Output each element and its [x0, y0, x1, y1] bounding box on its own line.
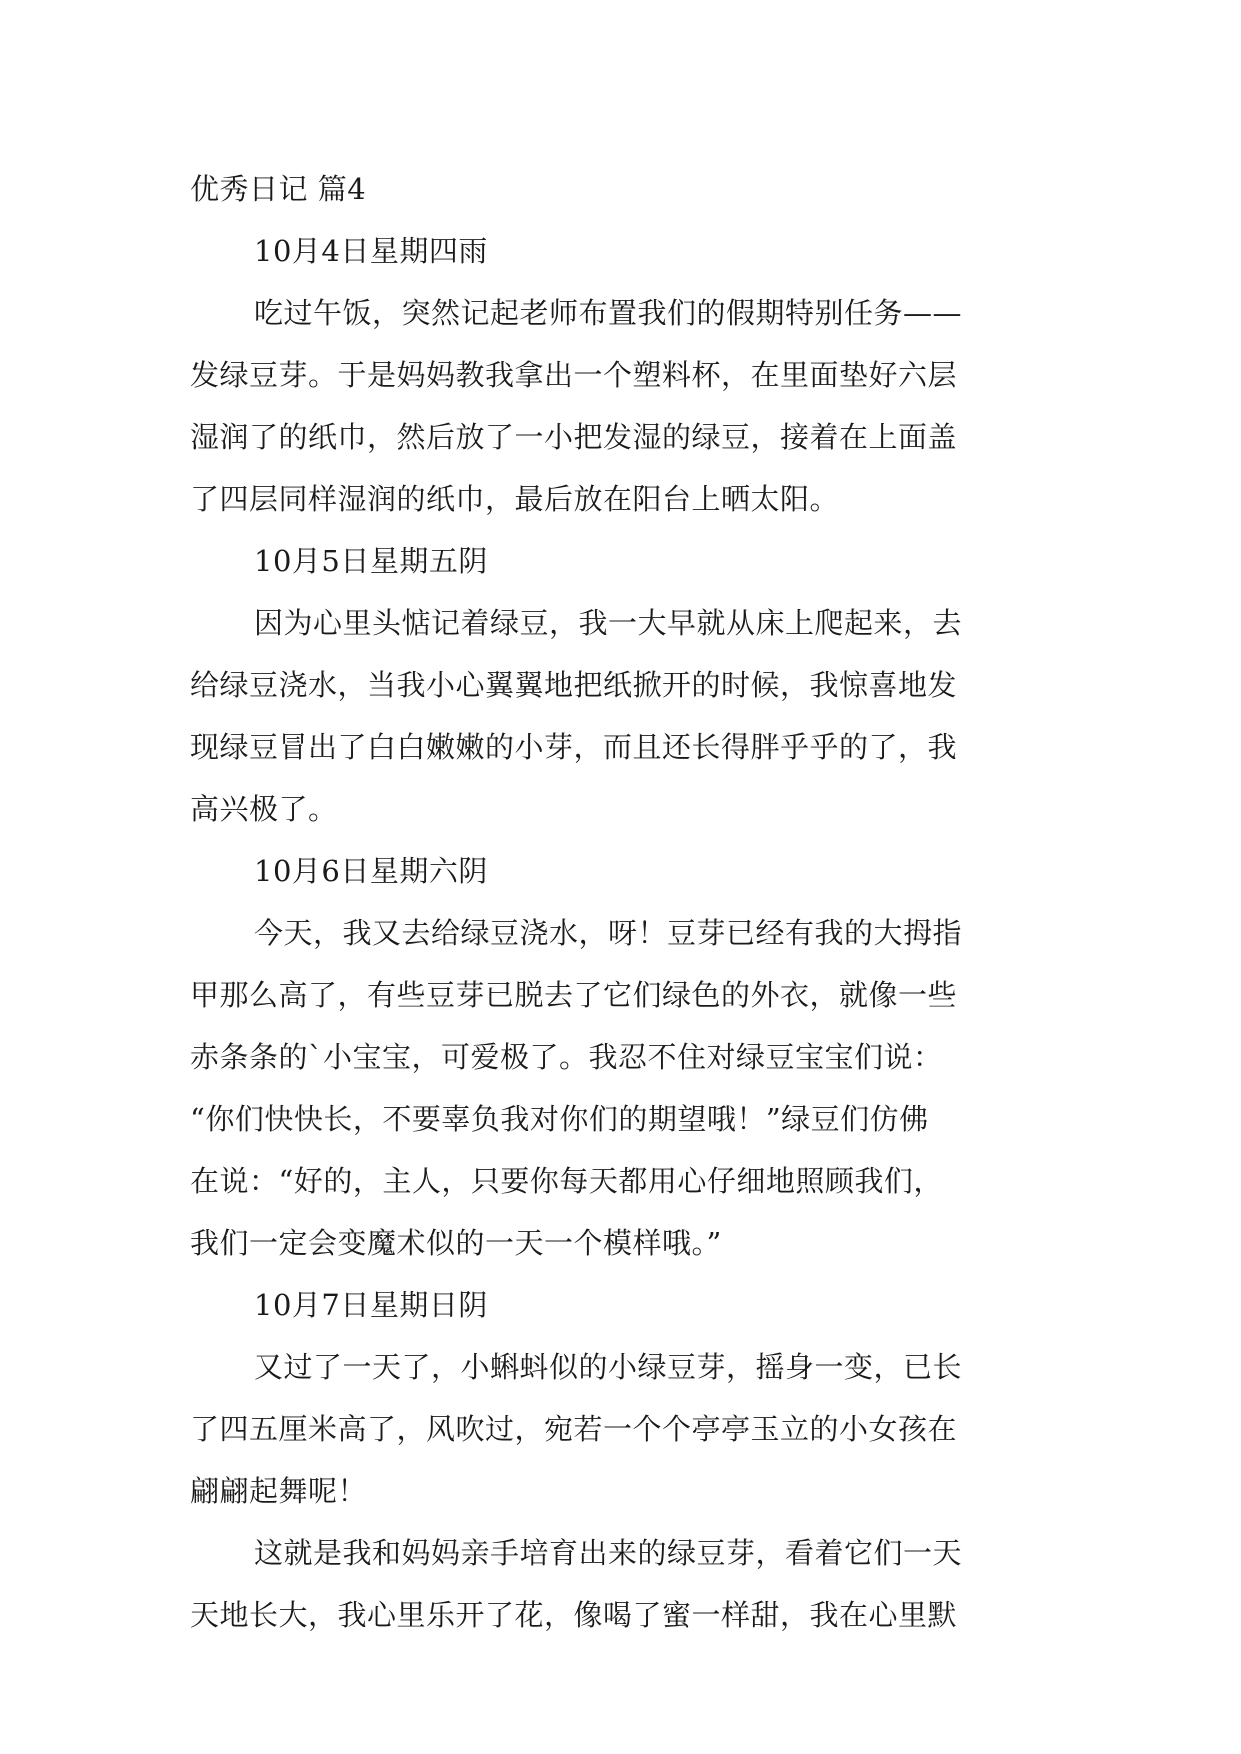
document-page [190, 158, 1052, 1646]
diary-entry [190, 530, 1052, 840]
paragraph-line: 这就是我和妈妈亲手培育出来的绿豆芽，看着它们一天 [254, 1536, 963, 1570]
paragraph-line: 赤条条的`小宝宝，可爱极了。我忍不住对绿豆宝宝们说： [190, 1040, 943, 1074]
paragraph-line: 我们一定会变魔术似的一天一个模样哦。” [190, 1226, 722, 1260]
diary-entry [190, 1274, 1052, 1522]
paragraph-line: 天地长大，我心里乐开了花，像喝了蜜一样甜，我在心里默 [190, 1598, 958, 1632]
paragraph-line: 给绿豆浇水，当我小心翼翼地把纸掀开的时候，我惊喜地发 [190, 668, 958, 702]
paragraph-line: 了四层同样湿润的纸巾，最后放在阳台上晒太阳。 [190, 482, 840, 516]
paragraph-line: 吃过午饭，突然记起老师布置我们的假期特别任务—— [254, 296, 963, 330]
entry-date: 10月6日星期六阴 [254, 854, 488, 888]
paragraph-line: 翩翩起舞呢！ [190, 1474, 368, 1508]
paragraph-line: 发绿豆芽。于是妈妈教我拿出一个塑料杯，在里面垫好六层 [190, 358, 958, 392]
paragraph-line: 甲那么高了，有些豆芽已脱去了它们绿色的外衣，就像一些 [190, 978, 958, 1012]
entry-date: 10月7日星期日阴 [254, 1288, 488, 1322]
paragraph-line: “你们快快长，不要辜负我对你们的期望哦！”绿豆们仿佛 [190, 1102, 929, 1136]
document-title: 优秀日记 篇4 [190, 172, 367, 206]
paragraph-line: 湿润了的纸巾，然后放了一小把发湿的绿豆，接着在上面盖 [190, 420, 958, 454]
entry-date: 10月4日星期四雨 [254, 234, 488, 268]
paragraph-line: 今天，我又去给绿豆浇水，呀！豆芽已经有我的大拇指 [254, 916, 963, 950]
paragraph-line: 了四五厘米高了，风吹过，宛若一个个亭亭玉立的小女孩在 [190, 1412, 958, 1446]
diary-entry [190, 220, 1052, 530]
closing-paragraph [190, 1522, 1052, 1646]
diary-entry [190, 840, 1052, 1274]
paragraph-line: 在说：“好的，主人，只要你每天都用心仔细地照顾我们， [190, 1164, 943, 1198]
entry-date: 10月5日星期五阴 [254, 544, 488, 578]
paragraph-line: 因为心里头惦记着绿豆，我一大早就从床上爬起来，去 [254, 606, 963, 640]
paragraph-line: 高兴极了。 [190, 792, 338, 826]
paragraph-line: 现绿豆冒出了白白嫩嫩的小芽，而且还长得胖乎乎的了，我 [190, 730, 958, 764]
paragraph-line: 又过了一天了，小蝌蚪似的小绿豆芽，摇身一变，已长 [254, 1350, 963, 1384]
